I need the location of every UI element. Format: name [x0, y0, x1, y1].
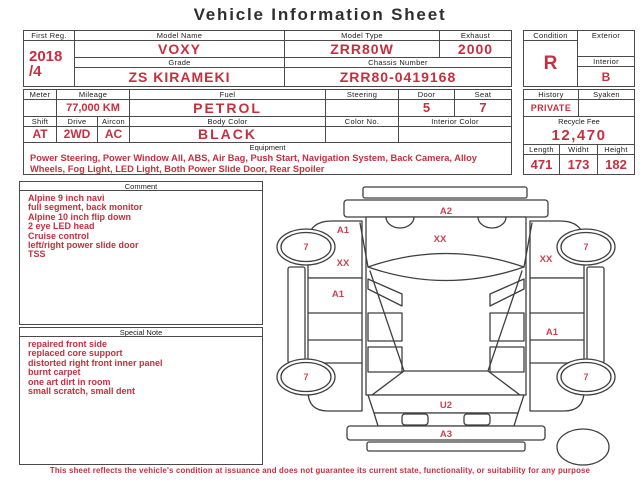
comment-box	[19, 181, 263, 325]
field-seat-label: Seat	[455, 90, 511, 100]
field-aircon	[98, 117, 130, 143]
condition-table	[523, 30, 635, 87]
disclaimer-text: This sheet reflects the vehicle's condition at issuance and does not guarantee its current state, functionality, or suitability for any purpose	[49, 466, 591, 475]
comment-line: Alpine 9 inch navi	[28, 193, 105, 203]
field-interior-color-value	[399, 127, 511, 143]
first-reg-month: /4	[29, 62, 42, 80]
special-note-line: distorted right front inner panel	[28, 357, 163, 368]
field-first-reg-label: First Reg.	[24, 31, 74, 41]
field-meter-label: Meter	[24, 90, 56, 100]
mark-left-cowl: XX	[336, 258, 350, 269]
field-exhaust-label: Exhaust	[440, 31, 511, 41]
field-model-type	[285, 31, 440, 57]
field-grade-label: Grade	[75, 58, 284, 68]
field-exhaust-value: 2000	[457, 41, 494, 57]
field-chassis-number-label: Chassis Number	[285, 58, 511, 68]
field-color-no-value	[326, 127, 398, 143]
field-steering-value	[326, 100, 398, 116]
field-grade-value: ZS KIRAMEKI	[128, 69, 231, 85]
field-meter-value	[24, 100, 56, 116]
equipment-label: Equipment	[249, 143, 286, 153]
field-height-label: Height	[598, 145, 634, 155]
field-interior-label: Interior	[578, 57, 634, 67]
spec-table	[23, 89, 512, 175]
model-info-table	[23, 30, 512, 87]
field-color-no	[326, 117, 399, 143]
field-seat	[455, 90, 511, 116]
comment-line: TSS	[28, 249, 46, 260]
mark-wheel-rear-left: 7	[303, 372, 309, 382]
special-note-label: Special Note	[20, 328, 262, 337]
field-fuel-value: PETROL	[193, 100, 262, 116]
car-damage-diagram	[268, 183, 638, 473]
field-interior-value: B	[601, 69, 611, 84]
special-note-line: one art dirt in room	[28, 376, 111, 387]
field-chassis-number-value: ZRR80-0419168	[339, 69, 457, 85]
spare-tire	[557, 429, 609, 465]
mark-hood: XX	[433, 234, 447, 245]
field-steering-label: Steering	[326, 90, 398, 100]
mark-rear-bumper: A3	[439, 429, 453, 440]
field-grade	[75, 58, 285, 86]
special-note-line: repaired front side	[28, 339, 108, 349]
field-drive-label: Drive	[57, 117, 97, 127]
field-first-reg	[24, 31, 75, 86]
field-condition-label: Condition	[524, 31, 577, 41]
mark-wheel-front-left: 7	[303, 242, 309, 252]
right-rocker-panel	[587, 267, 604, 363]
car-outline	[277, 187, 615, 465]
rear-light-right	[464, 414, 490, 425]
field-history-label: History	[524, 90, 578, 100]
field-door-label: Door	[399, 90, 454, 100]
field-syaken-value	[579, 100, 634, 116]
special-note-line: replaced core support	[28, 348, 123, 359]
field-syaken	[579, 90, 634, 116]
mark-left-fender: A1	[336, 225, 350, 236]
field-history	[524, 90, 579, 116]
field-interior-color	[399, 117, 511, 143]
field-first-reg-value	[24, 41, 74, 86]
field-exterior-value	[578, 41, 634, 57]
field-model-type-value: ZRR80W	[330, 41, 394, 57]
field-width	[560, 145, 598, 174]
field-chassis-number	[285, 58, 511, 86]
field-exterior-label: Exterior	[591, 31, 621, 40]
field-fuel-label: Fuel	[130, 90, 325, 100]
field-width-value: 173	[567, 157, 590, 172]
rear-lower-strip	[367, 442, 525, 451]
field-meter	[24, 90, 57, 116]
history-table	[523, 89, 635, 175]
field-shift-value: AT	[32, 127, 48, 142]
field-drive-value: 2WD	[63, 127, 91, 142]
mark-wheel-front-right: 7	[583, 242, 589, 252]
front-grille-strip	[363, 187, 527, 198]
comment-line: Cruise control	[28, 230, 90, 241]
field-steering	[326, 90, 399, 116]
field-recycle-fee-label: Recycle Fee	[558, 117, 600, 126]
first-reg-year: 2018	[29, 47, 63, 65]
field-length	[524, 145, 560, 174]
field-door	[399, 90, 455, 116]
field-syaken-label: Syaken	[579, 90, 634, 100]
field-mileage	[57, 90, 130, 116]
field-model-name-value: VOXY	[158, 41, 201, 57]
rear-light-band	[374, 413, 518, 426]
field-door-value: 5	[422, 100, 431, 116]
comment-line: full segment, back monitor	[28, 202, 143, 213]
field-seat-value: 7	[479, 100, 487, 116]
field-length-value: 471	[530, 157, 553, 172]
mark-rear-gate: U2	[439, 400, 453, 411]
field-color-no-label: Color No.	[326, 117, 398, 127]
field-height-value: 182	[605, 157, 627, 172]
field-recycle-fee	[524, 117, 634, 145]
field-exhaust	[440, 31, 511, 57]
mark-front-bumper: A2	[439, 206, 453, 217]
special-note-line: small scratch, small dent	[28, 386, 136, 397]
field-interior-color-label: Interior Color	[399, 117, 511, 127]
comment-label: Comment	[20, 182, 262, 191]
field-mileage-value: 77,000 KM	[66, 101, 120, 114]
comment-line: left/right power slide door	[28, 240, 139, 251]
field-aircon-value: AC	[104, 127, 123, 142]
field-body-color-label: Body Color	[130, 117, 325, 127]
comment-body	[20, 191, 262, 324]
mark-right-cowl: XX	[539, 254, 553, 265]
field-width-label: Widht	[560, 145, 597, 155]
field-model-name	[75, 31, 285, 57]
special-note-body	[20, 337, 262, 464]
field-fuel	[130, 90, 326, 116]
mark-left-front-door: A1	[331, 289, 345, 300]
field-body-color	[130, 117, 326, 143]
field-body-color-value: BLACK	[198, 126, 257, 143]
field-model-name-label: Model Name	[75, 31, 284, 41]
field-mileage-label: Mileage	[57, 90, 129, 100]
field-drive	[57, 117, 98, 143]
field-aircon-label: Aircon	[98, 117, 129, 127]
field-recycle-fee-value: 12,470	[551, 127, 607, 144]
rear-light-left	[402, 414, 428, 425]
comment-line: Alpine 10 inch flip down	[28, 211, 132, 222]
field-model-type-label: Model Type	[285, 31, 439, 41]
field-height	[598, 145, 634, 174]
mark-right-rear-door: A1	[545, 327, 559, 338]
page-title: Vehicle Information Sheet	[193, 5, 447, 24]
mark-wheel-rear-right: 7	[583, 372, 589, 382]
field-history-value: PRIVATE	[530, 103, 572, 113]
left-rocker-panel	[288, 267, 305, 363]
field-shift-label: Shift	[24, 117, 56, 127]
equipment-value: Power Steering, Power Window All, ABS, Air Bag, Push Start, Navigation System, Back Camera, Alloy Wheels, Fog Light, LED Light, Both Power Slide Door, Rear Spoiler	[30, 153, 477, 174]
special-note-line: burnt carpet	[28, 367, 81, 378]
field-shift	[24, 117, 57, 143]
comment-line: 2 eye LED head	[28, 221, 95, 232]
special-note-box	[19, 327, 263, 465]
field-condition	[524, 31, 578, 86]
field-length-label: Length	[524, 145, 559, 155]
field-condition-value: R	[543, 52, 558, 74]
